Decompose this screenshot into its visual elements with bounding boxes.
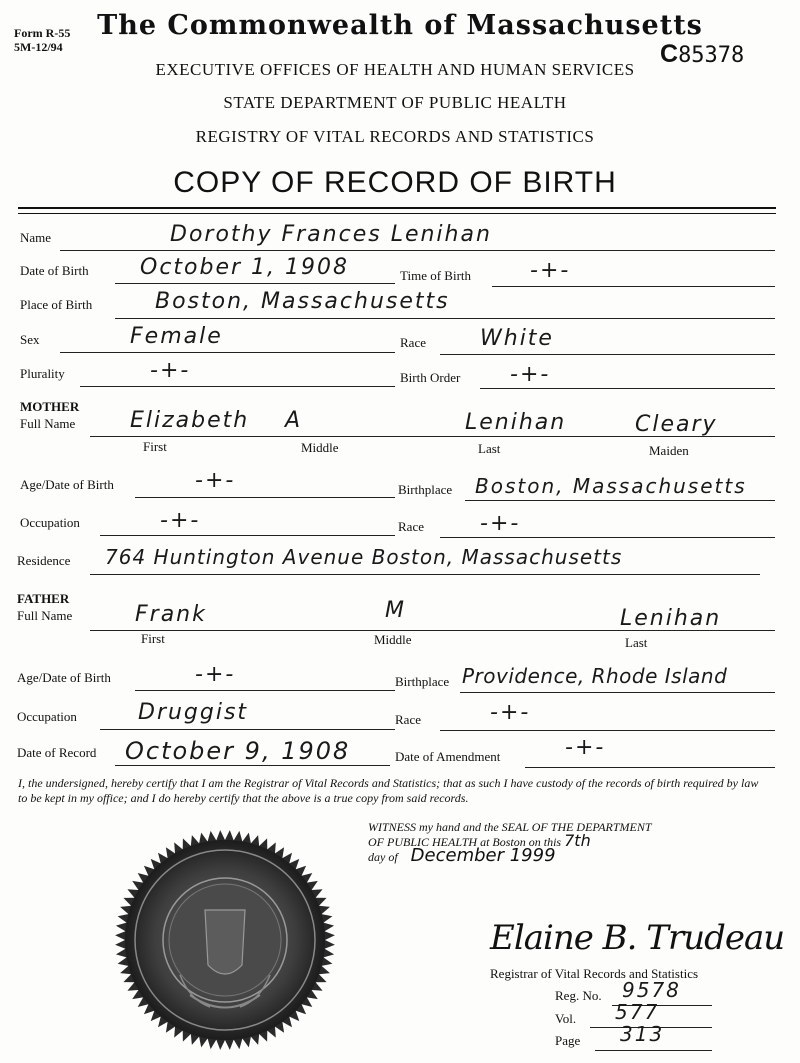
father-race-label: Race (395, 712, 421, 727)
mother-last-caption: Last (478, 441, 501, 456)
mother-maiden-value: Cleary (635, 412, 718, 437)
page-value: 313 (620, 1022, 665, 1046)
father-birthplace-label: Birthplace (395, 674, 450, 689)
mother-age-label: Age/Date of Birth (20, 477, 114, 492)
plurality-label: Plurality (20, 366, 65, 381)
father-middle-caption: Middle (374, 632, 412, 647)
race-value: White (480, 326, 554, 351)
name-value: Dorothy Frances Lenihan (170, 222, 492, 247)
witness-statement: WITNESS my hand and the SEAL OF THE DEPARTMENT OF PUBLIC HEALTH at Boston on this 7th day of December 1999 (368, 820, 652, 866)
certification-text: I, the undersigned, hereby certify that I am the Registrar of Vital Records and Statistics; that as such I have custody of the records of birth required by law to be kept in my office; and I do hereby certify that the above is a true copy from said records. (18, 776, 759, 805)
form-number: Form R-55 5M-12/94 (14, 26, 71, 54)
father-race-value: -+- (490, 700, 531, 725)
sex-label: Sex (20, 332, 40, 347)
mother-last-value: Lenihan (465, 410, 567, 435)
date-of-amendment-line (525, 767, 775, 768)
date-of-amendment-value: -+- (565, 735, 606, 760)
father-first-value: Frank (135, 602, 207, 627)
mother-occupation-value: -+- (160, 508, 201, 533)
father-age-label: Age/Date of Birth (17, 670, 111, 685)
birth-order-label: Birth Order (400, 370, 461, 385)
father-age-line (135, 690, 395, 691)
father-birthplace-line (460, 692, 775, 693)
name-line (60, 250, 775, 251)
race-label: Race (400, 335, 426, 350)
reg-no-value: 9578 (622, 978, 681, 1002)
plurality-line (80, 386, 395, 387)
department-seal (110, 825, 340, 1055)
mother-residence-value: 764 Huntington Avenue Boston, Massachusetts (105, 545, 623, 569)
mother-maiden-caption: Maiden (649, 443, 689, 458)
mother-first-value: Elizabeth (130, 408, 250, 433)
pob-line (115, 318, 775, 319)
commonwealth-heading: The Commonwealth of Massachusetts (97, 10, 703, 41)
tob-label: Time of Birth (400, 268, 472, 283)
mother-residence-label: Residence (17, 553, 71, 568)
page-line (595, 1050, 712, 1051)
date-of-record-value: October 9, 1908 (125, 737, 351, 765)
mother-birthplace-value: Boston, Massachusetts (475, 474, 747, 498)
race-line (440, 354, 775, 355)
header-rule-bottom (18, 213, 776, 214)
father-last-value: Lenihan (620, 606, 722, 631)
registry-heading: REGISTRY OF VITAL RECORDS AND STATISTICS (195, 127, 595, 146)
page-label: Page (555, 1033, 581, 1048)
mother-race-label: Race (398, 519, 424, 534)
date-of-record-line (115, 765, 390, 766)
tob-value: -+- (530, 258, 571, 283)
mother-first-caption: First (143, 439, 167, 454)
mother-birthplace-line (465, 500, 775, 501)
registrar-title: Registrar of Vital Records and Statistics (490, 966, 699, 981)
certificate-number: C85378 (660, 40, 745, 68)
father-occupation-label: Occupation (17, 709, 77, 724)
office-heading: EXECUTIVE OFFICES OF HEALTH AND HUMAN SERVICES (155, 60, 635, 79)
birth-order-line (480, 388, 775, 389)
father-middle-value: M (385, 598, 406, 623)
vol-value: 577 (615, 1000, 660, 1024)
father-occupation-line (100, 729, 395, 730)
department-heading: STATE DEPARTMENT OF PUBLIC HEALTH (223, 93, 567, 112)
witness-month-year-value: December 1999 (410, 845, 556, 866)
dob-line (115, 283, 395, 284)
dob-label: Date of Birth (20, 263, 89, 278)
birth-order-value: -+- (510, 362, 551, 387)
mother-age-line (135, 497, 395, 498)
dob-value: October 1, 1908 (140, 255, 350, 280)
mother-residence-line (90, 574, 760, 575)
mother-race-value: -+- (480, 511, 521, 536)
reg-no-label: Reg. No. (555, 988, 602, 1003)
mother-age-value: -+- (195, 468, 236, 493)
sex-line (60, 352, 395, 353)
father-race-line (440, 730, 775, 731)
date-of-amendment-label: Date of Amendment (395, 749, 501, 764)
father-first-caption: First (141, 631, 165, 646)
registrar-signature: Elaine B. Trudeau (490, 918, 785, 958)
header-rule-top (18, 207, 776, 209)
father-occupation-value: Druggist (138, 700, 249, 725)
page-title: COPY OF RECORD OF BIRTH (173, 166, 617, 199)
pob-value: Boston, Massachusetts (155, 289, 450, 314)
father-full-name-label: Full Name (17, 608, 73, 623)
mother-occupation-label: Occupation (20, 515, 80, 530)
mother-full-name-label: Full Name (20, 416, 76, 431)
father-last-caption: Last (625, 635, 648, 650)
mother-occupation-line (100, 535, 395, 536)
mother-race-line (440, 537, 775, 538)
mother-section-label: MOTHER (20, 399, 80, 414)
father-section-label: FATHER (17, 591, 70, 606)
witness-day-value: 7th (564, 831, 591, 850)
plurality-value: -+- (150, 358, 191, 383)
name-label: Name (20, 230, 52, 245)
date-of-record-label: Date of Record (17, 745, 97, 760)
father-age-value: -+- (195, 662, 236, 687)
mother-middle-caption: Middle (301, 440, 339, 455)
sex-value: Female (130, 324, 223, 349)
pob-label: Place of Birth (20, 297, 93, 312)
mother-birthplace-label: Birthplace (398, 482, 453, 497)
mother-middle-value: A (285, 408, 303, 433)
vol-label: Vol. (555, 1011, 577, 1026)
father-birthplace-value: Providence, Rhode Island (462, 664, 728, 688)
tob-line (492, 286, 775, 287)
